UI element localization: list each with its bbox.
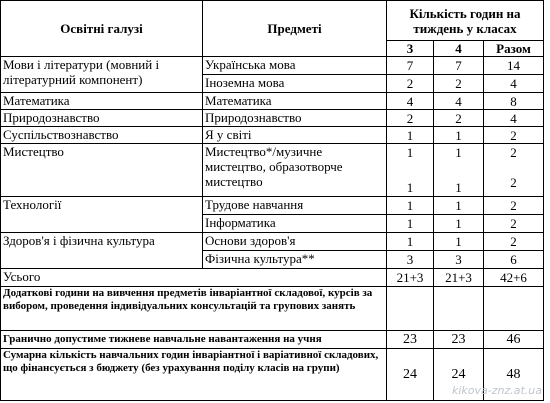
- total-sum: 42+6: [484, 269, 544, 287]
- subject: Фізична культура**: [203, 251, 387, 269]
- subject: Мистецтво*/музичне мистецтво, образотворче мистецтво: [203, 144, 387, 197]
- header-subjects: Предметі: [203, 1, 387, 57]
- area-arts: Мистецтво: [1, 144, 203, 197]
- hours-total: 2: [484, 197, 544, 215]
- hours-total: 2: [484, 215, 544, 233]
- hours-grade-4: 4: [434, 93, 484, 110]
- hours-total: 2: [510, 145, 517, 160]
- hours-total: 2: [510, 175, 517, 190]
- budget-grade-4: 24: [434, 349, 484, 401]
- hours-grade-4: 2: [434, 75, 484, 93]
- hours-total: 14: [484, 57, 544, 75]
- total-label: Усього: [1, 269, 387, 287]
- header-total: Разом: [484, 41, 544, 57]
- subject: Іноземна мова: [203, 75, 387, 93]
- hours-grade-3: 1: [406, 180, 414, 195]
- hours-grade-4: 7: [434, 57, 484, 75]
- area-health: Здоров'я і фізична культура: [1, 233, 203, 269]
- hours-grade-3: 1: [387, 197, 434, 215]
- hours-grade-4: 1: [434, 127, 484, 144]
- header-area: Освітні галузі: [1, 1, 203, 57]
- budget-label: Сумарна кількість навчальних годин інваріантної і варіативної складових, що фінансується з бюджету (без урахування поділу класів на групи): [1, 349, 387, 401]
- subject: Я у світі: [203, 127, 387, 144]
- hours-total: 6: [484, 251, 544, 269]
- hours-total: 2: [484, 233, 544, 251]
- hours-grade-4: 1: [434, 233, 484, 251]
- subject: Трудове навчання: [203, 197, 387, 215]
- budget-grade-3: 24: [387, 349, 434, 401]
- subject: Українська мова: [203, 57, 387, 75]
- hours-grade-3: 3: [387, 251, 434, 269]
- hours-grade-4: 3: [434, 251, 484, 269]
- hours-grade-4: 1: [434, 197, 484, 215]
- hours-grade-3: 1: [387, 215, 434, 233]
- header-grade-3: 3: [387, 41, 434, 57]
- total-grade-4: 21+3: [434, 269, 484, 287]
- budget-sum: 48: [484, 349, 544, 401]
- hours-grade-3: 7: [387, 57, 434, 75]
- extra-hours-label: Додаткові години на вивчення предметів інваріантної складової, курсів за вибором, проведення індивідуальних консультацій та групових занять: [1, 287, 387, 331]
- hours-total: 4: [484, 75, 544, 93]
- watermark: kikova-znz.at.ua: [451, 384, 542, 397]
- hours-total: 4: [484, 110, 544, 127]
- subject: Природознавство: [203, 110, 387, 127]
- extra-grade-3: [387, 287, 434, 331]
- hours-grade-3: 2: [387, 75, 434, 93]
- hours-grade-3: 1: [406, 145, 414, 160]
- header-grade-4: 4: [434, 41, 484, 57]
- hours-grade-3: 2: [387, 110, 434, 127]
- hours-grade-3: 4: [387, 93, 434, 110]
- hours-grade-4: 2: [434, 110, 484, 127]
- area-math: Математика: [1, 93, 203, 110]
- limit-grade-3: 23: [387, 331, 434, 349]
- subject: Інформатика: [203, 215, 387, 233]
- hours-grade-4: 1: [455, 180, 462, 195]
- area-languages: Мови і літератури (мовний і літературний компонент): [1, 57, 203, 93]
- area-social: Суспільствознавство: [1, 127, 203, 144]
- hours-total: 2: [484, 127, 544, 144]
- hours-grade-3: 1: [387, 233, 434, 251]
- hours-grade-4: 1: [434, 215, 484, 233]
- header-hours: Кількість годин на тиждень у класах: [387, 1, 544, 41]
- limit-grade-4: 23: [434, 331, 484, 349]
- subject: Математика: [203, 93, 387, 110]
- extra-sum: [484, 287, 544, 331]
- total-grade-3: 21+3: [387, 269, 434, 287]
- hours-grade-4: 1: [455, 145, 462, 160]
- subject: Основи здоров'я: [203, 233, 387, 251]
- hours-total: 8: [484, 93, 544, 110]
- limit-label: Гранично допустиме тижневе навчальне навантаження на учня: [1, 331, 387, 349]
- extra-grade-4: [434, 287, 484, 331]
- hours-grade-3: 1: [387, 127, 434, 144]
- limit-sum: 46: [484, 331, 544, 349]
- area-technology: Технології: [1, 197, 203, 233]
- area-nature: Природознавство: [1, 110, 203, 127]
